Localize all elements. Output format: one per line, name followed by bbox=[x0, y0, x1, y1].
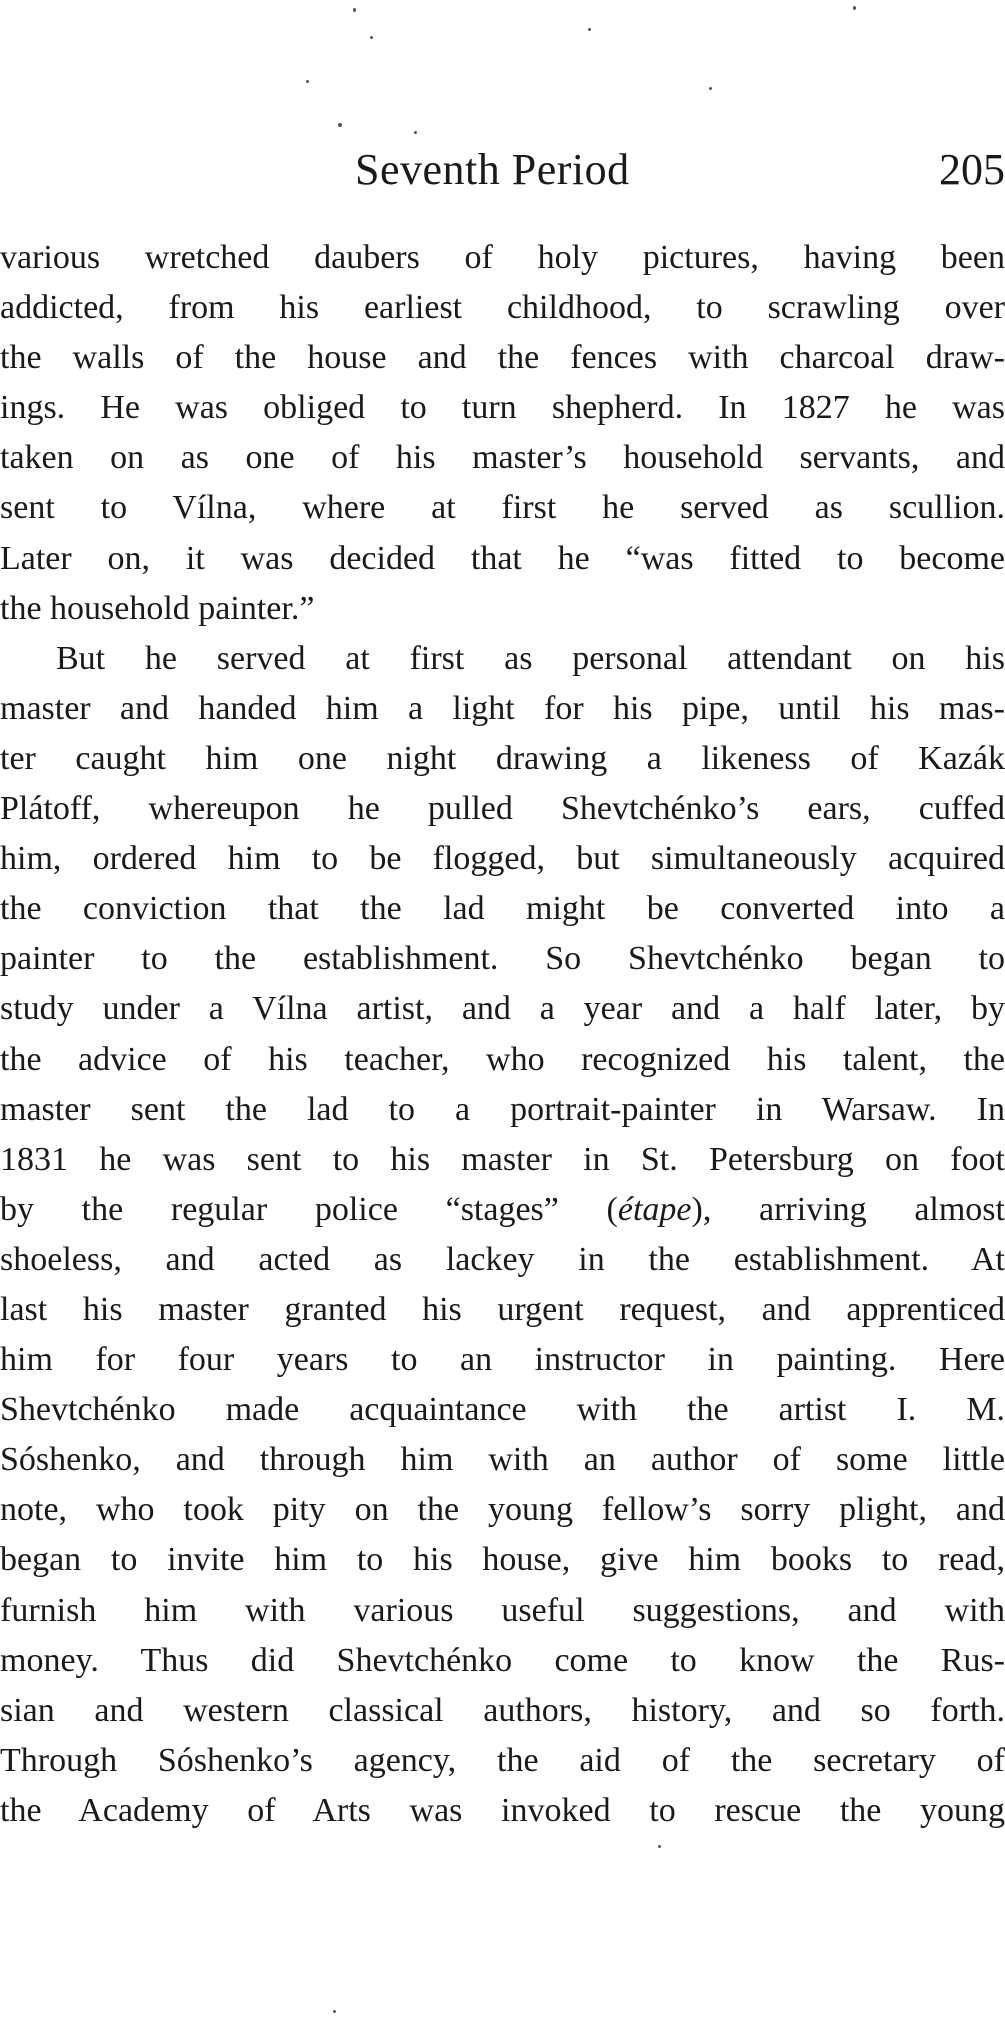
text-line: the household painter.” bbox=[0, 589, 315, 627]
paragraph bbox=[0, 233, 1005, 634]
text-line: the advice of his teacher, who recognized his talent, the bbox=[0, 1040, 1005, 1078]
scan-speck bbox=[414, 131, 417, 134]
text-segment: ), arriving almost bbox=[691, 1190, 1005, 1228]
paragraph bbox=[0, 634, 1005, 1836]
text-line: addicted, from his earliest childhood, to scrawling over bbox=[0, 289, 1005, 327]
text-line: him, ordered him to be flogged, but simultaneously acquired bbox=[0, 840, 1005, 878]
text-line: money. Thus did Shevtchénko come to know the Rus- bbox=[0, 1641, 1005, 1679]
text-line bbox=[0, 1185, 1005, 1235]
text-line: the conviction that the lad might be converted into a bbox=[0, 890, 1005, 928]
scan-speck bbox=[338, 123, 342, 127]
scan-speck bbox=[353, 8, 356, 12]
text-line: shoeless, and acted as lackey in the establishment. At bbox=[0, 1240, 1005, 1278]
text-line: Shevtchénko made acquaintance with the artist I. M. bbox=[0, 1391, 1005, 1429]
body-text bbox=[0, 233, 1005, 1836]
scan-speck bbox=[588, 28, 591, 31]
text-line: him for four years to an instructor in painting. Here bbox=[0, 1341, 1005, 1379]
text-line: Through Sóshenko’s agency, the aid of the secretary of bbox=[0, 1741, 1005, 1779]
text-line: master and handed him a light for his pipe, until his mas- bbox=[0, 689, 1005, 727]
scan-speck bbox=[709, 87, 712, 90]
text-line: Later on, it was decided that he “was fitted to become bbox=[0, 539, 1005, 577]
text-line: 1831 he was sent to his master in St. Petersburg on foot bbox=[0, 1140, 1005, 1178]
scan-speck bbox=[306, 80, 309, 83]
text-line: Sóshenko, and through him with an author of some little bbox=[0, 1441, 1005, 1479]
running-title: Seventh Period bbox=[355, 145, 630, 194]
text-line: Plátoff, whereupon he pulled Shevtchénko’s ears, cuffed bbox=[0, 790, 1005, 828]
text-line: last his master granted his urgent request, and apprenticed bbox=[0, 1290, 1005, 1328]
scan-speck bbox=[853, 6, 856, 10]
text-line: master sent the lad to a portrait-painter in Warsaw. In bbox=[0, 1090, 1005, 1128]
text-line: painter to the establishment. So Shevtchénko began to bbox=[0, 940, 1005, 978]
text-line: But he served at first as personal attendant on his bbox=[56, 639, 1005, 677]
scan-speck bbox=[333, 2010, 336, 2013]
scan-speck bbox=[658, 1845, 661, 1848]
text-line: taken on as one of his master’s household servants, and bbox=[0, 439, 1005, 477]
text-line: sian and western classical authors, history, and so forth. bbox=[0, 1691, 1005, 1729]
text-line: ter caught him one night drawing a likeness of Kazák bbox=[0, 739, 1005, 777]
text-line: sent to Vílna, where at first he served as scullion. bbox=[0, 489, 1005, 527]
text-segment: by the regular police “stages” ( bbox=[0, 1190, 618, 1228]
text-line: various wretched daubers of holy pictures, having been bbox=[0, 239, 1005, 276]
scan-speck bbox=[370, 36, 373, 39]
running-head bbox=[0, 140, 1005, 200]
italic-term: étape bbox=[617, 1190, 692, 1228]
text-line: furnish him with various useful suggestions, and with bbox=[0, 1591, 1005, 1629]
text-line: note, who took pity on the young fellow’s sorry plight, and bbox=[0, 1491, 1005, 1529]
text-line: the Academy of Arts was invoked to rescue the young bbox=[0, 1791, 1005, 1829]
text-line: study under a Vílna artist, and a year and a half later, by bbox=[0, 990, 1005, 1028]
text-line: began to invite him to his house, give him books to read, bbox=[0, 1541, 1005, 1579]
page-number: 205 bbox=[939, 145, 1005, 194]
text-line: ings. He was obliged to turn shepherd. In 1827 he was bbox=[0, 389, 1005, 427]
text-line: the walls of the house and the fences with charcoal draw- bbox=[0, 339, 1005, 377]
